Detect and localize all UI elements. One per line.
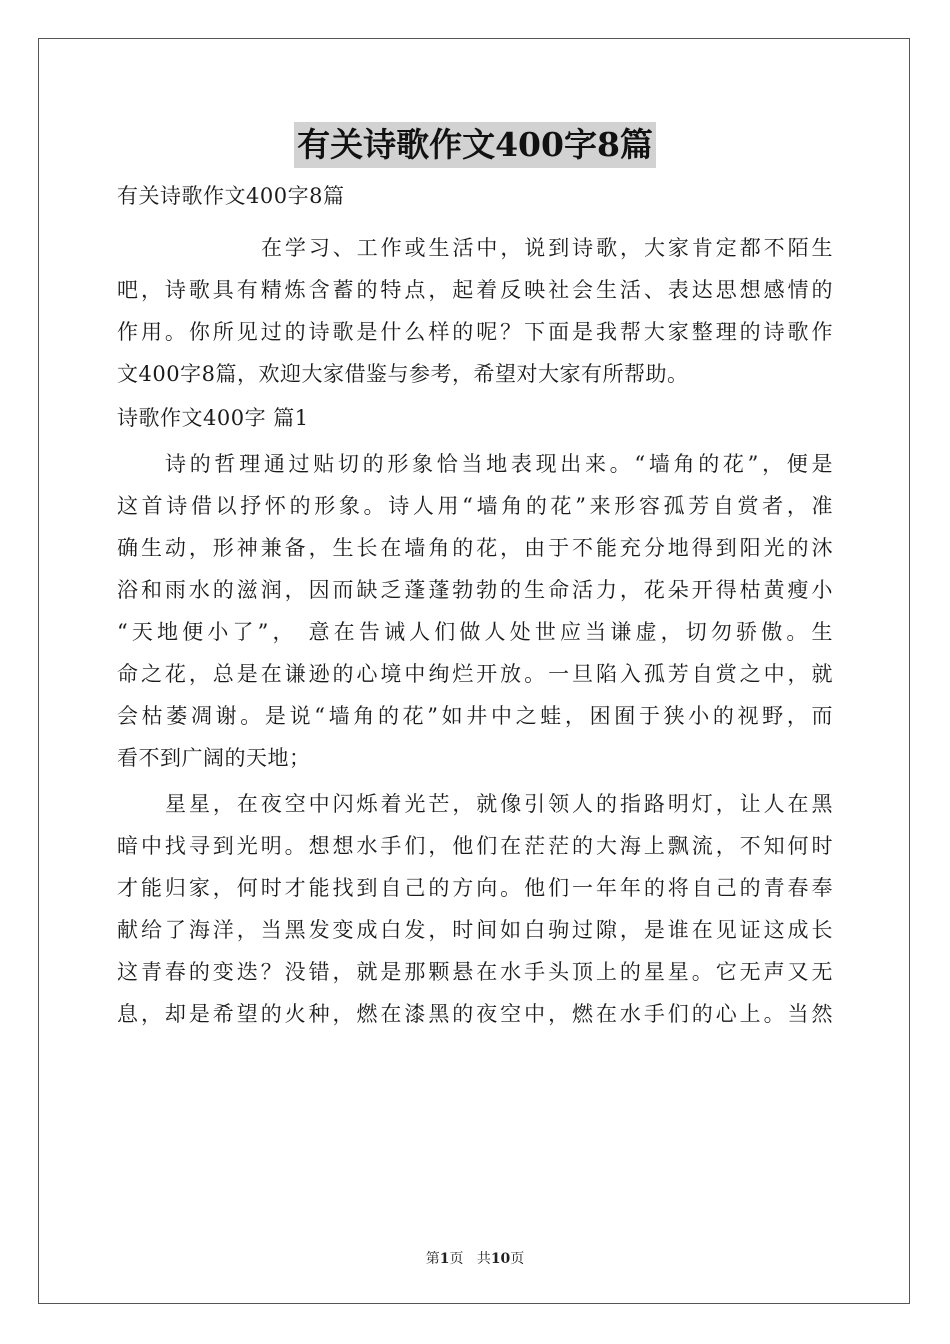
- paragraph1-line: “天地便小了”， 意在告诫人们做人处世应当谦虚，切勿骄傲。生: [117, 620, 833, 644]
- paragraph1-line: 浴和雨水的滋润，因而缺乏蓬蓬勃勃的生命活力，花朵开得枯黄瘦小: [117, 578, 833, 602]
- paragraph2-line: 息，却是希望的火种，燃在漆黑的夜空中，燃在水手们的心上。当然: [117, 1002, 833, 1026]
- paragraph2-line: 这青春的变迭？没错，就是那颗悬在水手头顶上的星星。它无声又无: [117, 960, 833, 984]
- paragraph2-line: 献给了海洋，当黑发变成白发，时间如白驹过隙，是谁在见证这成长: [117, 918, 833, 942]
- page-suffix: 页: [449, 1251, 464, 1267]
- intro-line: 作用。你所见过的诗歌是什么样的呢？下面是我帮大家整理的诗歌作: [117, 320, 833, 344]
- page-prefix: 第: [425, 1251, 440, 1267]
- paragraph1-line: 诗的哲理通过贴切的形象恰当地表现出来。“墙角的花”，便是: [165, 452, 833, 476]
- total-suffix: 页: [510, 1251, 525, 1267]
- total-pages: 10: [490, 1251, 511, 1267]
- paragraph2-line: 暗中找寻到光明。想想水手们，他们在茫茫的大海上飘流，不知何时: [117, 834, 833, 858]
- page-number: 1: [439, 1251, 450, 1267]
- title-container: [0, 122, 950, 168]
- document-body: [117, 178, 833, 1044]
- paragraph1-line: 确生动，形神兼备，生长在墙角的花，由于不能充分地得到阳光的沐: [117, 536, 833, 560]
- page-footer: [0, 1248, 950, 1268]
- document-title: 有关诗歌作文400字8篇: [294, 122, 656, 168]
- section-heading: 诗歌作文400字 篇1: [117, 406, 309, 430]
- paragraph1-line: 这首诗借以抒怀的形象。诗人用“墙角的花”来形容孤芳自赏者，准: [117, 494, 833, 518]
- paragraph1-line: 命之花，总是在谦逊的心境中绚烂开放。一旦陷入孤芳自赏之中，就: [117, 662, 833, 686]
- intro-line: 文400字8篇，欢迎大家借鉴与参考，希望对大家有所帮助。: [117, 362, 689, 386]
- intro-line: 在学习、工作或生活中，说到诗歌，大家肯定都不陌生: [261, 236, 833, 260]
- paragraph1-line: 看不到广阔的天地；: [117, 746, 311, 770]
- total-prefix: 共: [476, 1251, 491, 1267]
- paragraph2-line: 星星，在夜空中闪烁着光芒，就像引领人的指路明灯，让人在黑: [165, 792, 833, 816]
- paragraph2-line: 才能归家，何时才能找到自己的方向。他们一年年的将自己的青春奉: [117, 876, 833, 900]
- intro-line: 吧，诗歌具有精炼含蓄的特点，起着反映社会生活、表达思想感情的: [117, 278, 833, 302]
- paragraph1-line: 会枯萎凋谢。是说“墙角的花”如井中之蛙，困囿于狭小的视野，而: [117, 704, 833, 728]
- document-subtitle: 有关诗歌作文400字8篇: [117, 184, 345, 208]
